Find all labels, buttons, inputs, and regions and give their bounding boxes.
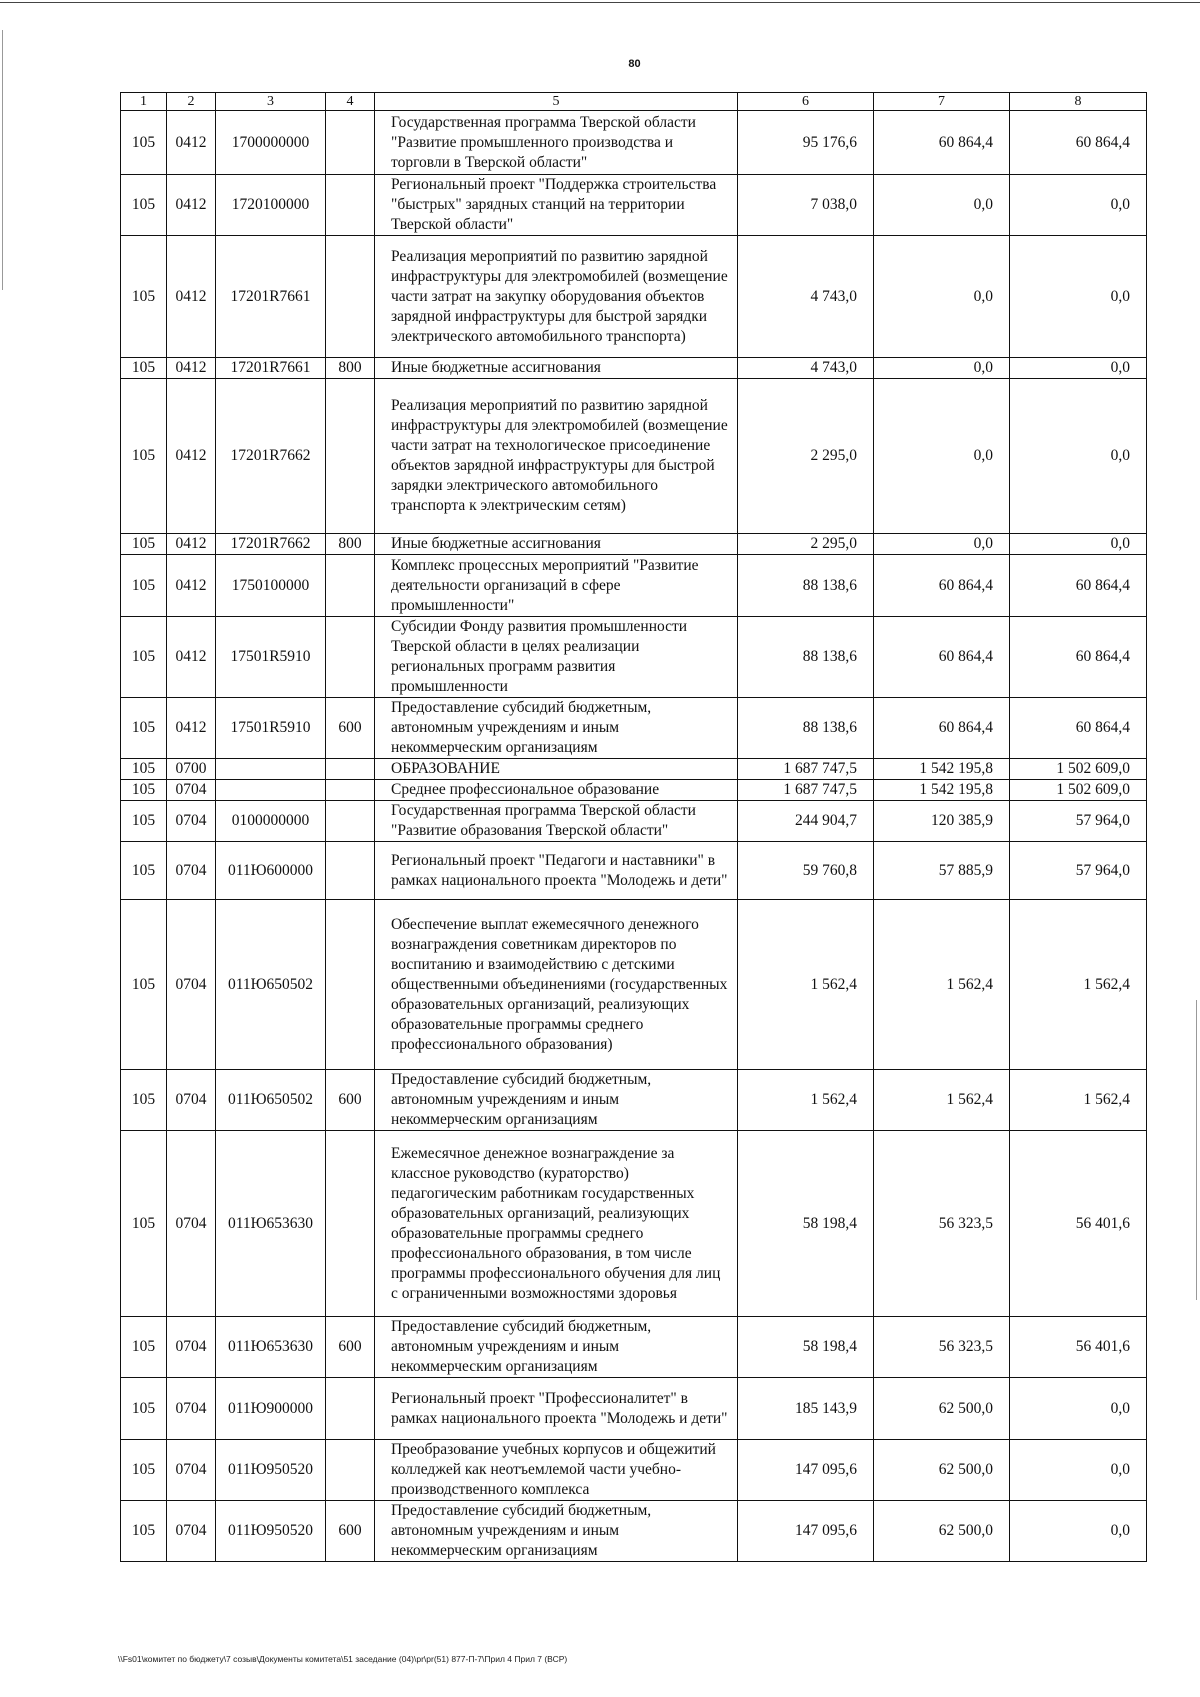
- table-row: [121, 900, 1147, 1070]
- amount-2026-cell: 0,0: [874, 358, 1010, 379]
- target-article-cell: 17501R5910: [216, 698, 326, 759]
- amount-2026-cell: 60 864,4: [874, 617, 1010, 698]
- section-code-cell: 0704: [167, 842, 216, 900]
- table-row: [121, 555, 1147, 617]
- agency-code-cell: 105: [121, 617, 167, 698]
- target-article-cell: 011Ю650502: [216, 900, 326, 1070]
- target-article-cell: 17201R7661: [216, 236, 326, 358]
- amount-2025-cell: 7 038,0: [738, 175, 874, 236]
- description-cell: Субсидии Фонду развития промышленности Тверской области в целях реализации региональных программ развития промышленности: [375, 617, 738, 698]
- expense-type-cell: [326, 900, 375, 1070]
- amount-2027-cell: 1 502 609,0: [1010, 780, 1147, 801]
- agency-code-cell: 105: [121, 1317, 167, 1378]
- amount-2025-cell: 1 562,4: [738, 900, 874, 1070]
- description-cell: Предоставление субсидий бюджетным, автономным учреждениям и иным некоммерческим организациям: [375, 1070, 738, 1131]
- amount-2026-cell: 1 542 195,8: [874, 759, 1010, 780]
- description-cell: Региональный проект "Педагоги и наставники" в рамках национального проекта "Молодежь и дети": [375, 842, 738, 900]
- table-row: [121, 1131, 1147, 1317]
- table-row: [121, 379, 1147, 534]
- expense-type-cell: 600: [326, 1501, 375, 1562]
- expense-type-cell: [326, 842, 375, 900]
- table-header-row: [121, 93, 1147, 111]
- target-article-cell: 011Ю653630: [216, 1317, 326, 1378]
- target-article-cell: 1700000000: [216, 111, 326, 175]
- target-article-cell: 011Ю650502: [216, 1070, 326, 1131]
- agency-code-cell: 105: [121, 900, 167, 1070]
- expense-type-cell: [326, 379, 375, 534]
- description-cell: Иные бюджетные ассигнования: [375, 358, 738, 379]
- amount-2025-cell: 147 095,6: [738, 1501, 874, 1562]
- target-article-cell: [216, 759, 326, 780]
- section-code-cell: 0412: [167, 236, 216, 358]
- header-cell: 6: [738, 93, 874, 111]
- description-cell: Предоставление субсидий бюджетным, автономным учреждениям и иным некоммерческим организациям: [375, 1317, 738, 1378]
- amount-2027-cell: 0,0: [1010, 236, 1147, 358]
- amount-2025-cell: 185 143,9: [738, 1378, 874, 1440]
- target-article-cell: 011Ю600000: [216, 842, 326, 900]
- description-cell: Комплекс процессных мероприятий "Развитие деятельности организаций в сфере промышленности": [375, 555, 738, 617]
- top-border-line: [0, 2, 1200, 3]
- amount-2025-cell: 88 138,6: [738, 555, 874, 617]
- amount-2025-cell: 244 904,7: [738, 801, 874, 842]
- description-cell: Реализация мероприятий по развитию зарядной инфраструктуры для электромобилей (возмещение части затрат на технологическое присоединение объектов зарядной инфраструктуры для быстрой зарядки электрического автомобильного транспорта к электрическим сетям): [375, 379, 738, 534]
- section-code-cell: 0412: [167, 555, 216, 617]
- description-cell: Государственная программа Тверской области "Развитие промышленного производства и торговли в Тверской области": [375, 111, 738, 175]
- agency-code-cell: 105: [121, 175, 167, 236]
- amount-2026-cell: 120 385,9: [874, 801, 1010, 842]
- agency-code-cell: 105: [121, 780, 167, 801]
- amount-2025-cell: 1 687 747,5: [738, 780, 874, 801]
- table-row: [121, 842, 1147, 900]
- amount-2026-cell: 0,0: [874, 236, 1010, 358]
- expense-type-cell: 600: [326, 698, 375, 759]
- target-article-cell: 17201R7661: [216, 358, 326, 379]
- expense-type-cell: [326, 175, 375, 236]
- amount-2026-cell: 60 864,4: [874, 111, 1010, 175]
- amount-2026-cell: 60 864,4: [874, 555, 1010, 617]
- description-cell: Предоставление субсидий бюджетным, автономным учреждениям и иным некоммерческим организациям: [375, 698, 738, 759]
- amount-2026-cell: 62 500,0: [874, 1378, 1010, 1440]
- description-cell: Иные бюджетные ассигнования: [375, 534, 738, 555]
- section-code-cell: 0412: [167, 111, 216, 175]
- amount-2027-cell: 0,0: [1010, 1440, 1147, 1501]
- section-code-cell: 0412: [167, 175, 216, 236]
- target-article-cell: 17201R7662: [216, 379, 326, 534]
- expense-type-cell: 600: [326, 1070, 375, 1131]
- description-cell: Преобразование учебных корпусов и общежитий колледжей как неотъемлемой части учебно-производственного комплекса: [375, 1440, 738, 1501]
- section-code-cell: 0700: [167, 759, 216, 780]
- description-cell: Региональный проект "Профессионалитет" в рамках национального проекта "Молодежь и дети": [375, 1378, 738, 1440]
- agency-code-cell: 105: [121, 1440, 167, 1501]
- expense-type-cell: [326, 759, 375, 780]
- amount-2025-cell: 4 743,0: [738, 358, 874, 379]
- amount-2025-cell: 4 743,0: [738, 236, 874, 358]
- table-row: [121, 698, 1147, 759]
- amount-2027-cell: 0,0: [1010, 175, 1147, 236]
- amount-2026-cell: 1 562,4: [874, 1070, 1010, 1131]
- amount-2026-cell: 56 323,5: [874, 1131, 1010, 1317]
- section-code-cell: 0412: [167, 534, 216, 555]
- amount-2025-cell: 88 138,6: [738, 698, 874, 759]
- expense-type-cell: [326, 780, 375, 801]
- target-article-cell: 011Ю900000: [216, 1378, 326, 1440]
- amount-2025-cell: 1 562,4: [738, 1070, 874, 1131]
- amount-2025-cell: 95 176,6: [738, 111, 874, 175]
- description-cell: Предоставление субсидий бюджетным, автономным учреждениям и иным некоммерческим организациям: [375, 1501, 738, 1562]
- amount-2027-cell: 0,0: [1010, 1378, 1147, 1440]
- table-row: [121, 759, 1147, 780]
- section-code-cell: 0412: [167, 617, 216, 698]
- table-row: [121, 1317, 1147, 1378]
- agency-code-cell: 105: [121, 534, 167, 555]
- expense-type-cell: [326, 801, 375, 842]
- section-code-cell: 0704: [167, 1317, 216, 1378]
- amount-2025-cell: 2 295,0: [738, 379, 874, 534]
- amount-2026-cell: 1 562,4: [874, 900, 1010, 1070]
- amount-2027-cell: 0,0: [1010, 1501, 1147, 1562]
- description-cell: Государственная программа Тверской области "Развитие образования Тверской области": [375, 801, 738, 842]
- table-row: [121, 175, 1147, 236]
- expense-type-cell: [326, 111, 375, 175]
- agency-code-cell: 105: [121, 842, 167, 900]
- expense-type-cell: [326, 617, 375, 698]
- amount-2027-cell: 57 964,0: [1010, 801, 1147, 842]
- amount-2027-cell: 60 864,4: [1010, 698, 1147, 759]
- target-article-cell: 011Ю950520: [216, 1501, 326, 1562]
- amount-2025-cell: 58 198,4: [738, 1317, 874, 1378]
- amount-2025-cell: 1 687 747,5: [738, 759, 874, 780]
- budget-table: [120, 92, 1147, 1562]
- footer-file-path: \\Fs01\комитет по бюджету\7 созыв\Документы комитета\51 заседание (04)\pr\pr(51) 877-П-7\Прил 4 Прил 7 (ВСР): [118, 1654, 568, 1664]
- table-row: [121, 236, 1147, 358]
- agency-code-cell: 105: [121, 555, 167, 617]
- section-code-cell: 0704: [167, 1501, 216, 1562]
- description-cell: Ежемесячное денежное вознаграждение за классное руководство (кураторство) педагогическим работникам государственных образовательных организаций, реализующих образовательные программы среднего профессионального образования, в том числе программы профессионального обучения для лиц с ограниченными возможностями здоровья: [375, 1131, 738, 1317]
- header-cell: 5: [375, 93, 738, 111]
- expense-type-cell: [326, 1131, 375, 1317]
- amount-2027-cell: 0,0: [1010, 379, 1147, 534]
- amount-2027-cell: 60 864,4: [1010, 617, 1147, 698]
- amount-2026-cell: 56 323,5: [874, 1317, 1010, 1378]
- table-row: [121, 1070, 1147, 1131]
- table-row: [121, 1378, 1147, 1440]
- amount-2025-cell: 2 295,0: [738, 534, 874, 555]
- description-cell: Обеспечение выплат ежемесячного денежного вознаграждения советникам директоров по воспитанию и взаимодействию с детскими общественными объединениями (государственных образовательных организаций, реализующих образовательные программы среднего профессионального образования): [375, 900, 738, 1070]
- table-row: [121, 534, 1147, 555]
- section-code-cell: 0704: [167, 1440, 216, 1501]
- table-row: [121, 1501, 1147, 1562]
- description-cell: Региональный проект "Поддержка строительства "быстрых" зарядных станций на территории Тверской области": [375, 175, 738, 236]
- expense-type-cell: 800: [326, 358, 375, 379]
- agency-code-cell: 105: [121, 236, 167, 358]
- amount-2027-cell: 0,0: [1010, 358, 1147, 379]
- amount-2025-cell: 59 760,8: [738, 842, 874, 900]
- amount-2026-cell: 1 542 195,8: [874, 780, 1010, 801]
- agency-code-cell: 105: [121, 1070, 167, 1131]
- target-article-cell: 17201R7662: [216, 534, 326, 555]
- expense-type-cell: 600: [326, 1317, 375, 1378]
- description-cell: Реализация мероприятий по развитию зарядной инфраструктуры для электромобилей (возмещение части затрат на закупку оборудования объектов зарядной инфраструктуры для быстрой зарядки электрического автомобильного транспорта): [375, 236, 738, 358]
- section-code-cell: 0704: [167, 1070, 216, 1131]
- amount-2027-cell: 1 562,4: [1010, 1070, 1147, 1131]
- description-cell: Среднее профессиональное образование: [375, 780, 738, 801]
- amount-2027-cell: 60 864,4: [1010, 555, 1147, 617]
- section-code-cell: 0704: [167, 1378, 216, 1440]
- target-article-cell: 17501R5910: [216, 617, 326, 698]
- amount-2027-cell: 60 864,4: [1010, 111, 1147, 175]
- agency-code-cell: 105: [121, 698, 167, 759]
- amount-2026-cell: 62 500,0: [874, 1501, 1010, 1562]
- agency-code-cell: 105: [121, 1131, 167, 1317]
- scan-mark: [1196, 1000, 1197, 1300]
- amount-2026-cell: 57 885,9: [874, 842, 1010, 900]
- expense-type-cell: 800: [326, 534, 375, 555]
- amount-2026-cell: 0,0: [874, 379, 1010, 534]
- section-code-cell: 0704: [167, 900, 216, 1070]
- table-row: [121, 111, 1147, 175]
- section-code-cell: 0704: [167, 780, 216, 801]
- agency-code-cell: 105: [121, 111, 167, 175]
- amount-2026-cell: 62 500,0: [874, 1440, 1010, 1501]
- target-article-cell: 011Ю950520: [216, 1440, 326, 1501]
- expense-type-cell: [326, 236, 375, 358]
- description-cell: ОБРАЗОВАНИЕ: [375, 759, 738, 780]
- amount-2025-cell: 147 095,6: [738, 1440, 874, 1501]
- header-cell: 3: [216, 93, 326, 111]
- header-cell: 8: [1010, 93, 1147, 111]
- agency-code-cell: 105: [121, 759, 167, 780]
- amount-2027-cell: 0,0: [1010, 534, 1147, 555]
- agency-code-cell: 105: [121, 379, 167, 534]
- section-code-cell: 0412: [167, 698, 216, 759]
- target-article-cell: 1720100000: [216, 175, 326, 236]
- amount-2026-cell: 0,0: [874, 534, 1010, 555]
- amount-2025-cell: 58 198,4: [738, 1131, 874, 1317]
- header-cell: 2: [167, 93, 216, 111]
- agency-code-cell: 105: [121, 358, 167, 379]
- expense-type-cell: [326, 1440, 375, 1501]
- header-cell: 7: [874, 93, 1010, 111]
- expense-type-cell: [326, 555, 375, 617]
- table-row: [121, 801, 1147, 842]
- table-row: [121, 617, 1147, 698]
- amount-2026-cell: 0,0: [874, 175, 1010, 236]
- page-number: 80: [628, 58, 641, 70]
- table-row: [121, 1440, 1147, 1501]
- amount-2026-cell: 60 864,4: [874, 698, 1010, 759]
- header-cell: 1: [121, 93, 167, 111]
- amount-2027-cell: 1 562,4: [1010, 900, 1147, 1070]
- section-code-cell: 0704: [167, 1131, 216, 1317]
- table-row: [121, 358, 1147, 379]
- header-cell: 4: [326, 93, 375, 111]
- section-code-cell: 0412: [167, 379, 216, 534]
- expense-type-cell: [326, 1378, 375, 1440]
- amount-2027-cell: 56 401,6: [1010, 1131, 1147, 1317]
- agency-code-cell: 105: [121, 1378, 167, 1440]
- agency-code-cell: 105: [121, 1501, 167, 1562]
- table-row: [121, 780, 1147, 801]
- section-code-cell: 0704: [167, 801, 216, 842]
- amount-2025-cell: 88 138,6: [738, 617, 874, 698]
- amount-2027-cell: 56 401,6: [1010, 1317, 1147, 1378]
- target-article-cell: [216, 780, 326, 801]
- target-article-cell: 1750100000: [216, 555, 326, 617]
- section-code-cell: 0412: [167, 358, 216, 379]
- target-article-cell: 0100000000: [216, 801, 326, 842]
- agency-code-cell: 105: [121, 801, 167, 842]
- amount-2027-cell: 1 502 609,0: [1010, 759, 1147, 780]
- target-article-cell: 011Ю653630: [216, 1131, 326, 1317]
- amount-2027-cell: 57 964,0: [1010, 842, 1147, 900]
